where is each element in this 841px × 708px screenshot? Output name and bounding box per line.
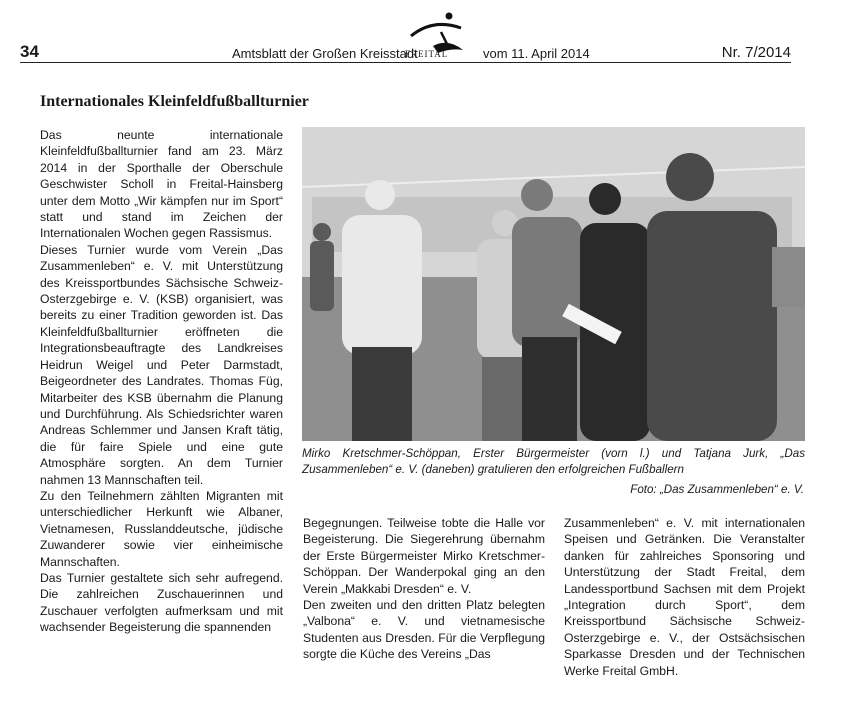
article-column-2	[303, 515, 545, 663]
photo-caption: Mirko Kretschmer-Schöppan, Erster Bürgermeister (vorn l.) und Tatjana Jurk, „Das Zusammenleben“ e. V. (daneben) gratulieren den erfolgreichen Fußballern	[302, 447, 805, 476]
paragraph: Den zweiten und den dritten Platz belegten „Valbona“ e. V. und vietnamesische Studenten aus Dresden. Für die Verpflegung sorgte die Küche des Vereins „Das	[303, 598, 545, 662]
paragraph: Zusammenleben“ e. V. mit internationalen Speisen und Getränken. Die Veranstalter danken für zahlreiches Sponsoring und Unterstützung der Stadt Freital, dem Landessportbund Sachsen mit dem Projekt „Integration durch Sport“, dem Kreissportbund Sächsische Schweiz-Osterzgebirge e. V., der Ostsächsischen Sparkasse Dresden und der Technischen Werke Freital GmbH.	[564, 516, 805, 678]
header-rule	[20, 62, 791, 63]
article-headline: Internationales Kleinfeldfußballturnier	[40, 93, 309, 110]
photo-credit: Foto: „Das Zusammenleben“ e. V.	[630, 483, 804, 496]
article-photo	[302, 127, 805, 441]
paragraph: Das neunte internationale Kleinfeldfußballturnier fand am 23. März 2014 in der Sporthalle der Oberschule Geschwister Scholl in Freital-Hainsberg unter dem Motto „Wir kämpfen nur im Sport“ statt und stand im Zeichen der Internationalen Wochen gegen Rassismus.	[40, 128, 283, 241]
paragraph: Begegnungen. Teilweise tobte die Halle vor Begeisterung. Die Siegerehrung übernahm der Erste Bürgermeister Mirko Kretschmer-Schöppan. Der Wanderpokal ging an den Verein „Makkabi Dresden“ e. V.	[303, 516, 545, 596]
article-column-1	[40, 127, 283, 636]
page-number: 34	[20, 42, 39, 61]
publication-title: Amtsblatt der Großen Kreisstadt	[232, 46, 418, 61]
article-column-3	[564, 515, 805, 679]
issue-date: vom 11. April 2014	[483, 46, 590, 61]
paragraph: Zu den Teilnehmern zählten Migranten mit unterschiedlicher Herkunft wie Albaner, Vietnamesen, Russlanddeutsche, jüdische Zuwanderer sowie vier einheimische Mannschaften.	[40, 488, 283, 569]
logo-text: FREITAL	[405, 49, 449, 59]
issue-number: Nr. 7/2014	[721, 44, 791, 61]
paragraph: Dieses Turnier wurde vom Verein „Das Zusammenleben“ e. V. mit Unterstützung des Kreissportbundes Sächsische Schweiz-Osterzgebirge e. V. (KSB) organisiert, was bereits zu einer Tradition geworden ist. Das Kleinfeldfußballturnier eröffneten die Integrationsbeauftragte des Landkreises Heidrun Weigel und Peter Darmstadt, Beigeordneter des Landrates. Thomas Füg, Mitarbeiter des KSB übernahm die Planung und Durchführung. Als Schiedsrichter waren Andreas Schlemmer und Jansen Kraft tätig, die für faire Spiele und eine gute Atmosphäre sorgten. An dem Turnier nahmen 13 Mannschaften teil.	[40, 242, 283, 487]
paragraph: Das Turnier gestaltete sich sehr aufregend. Die zahlreichen Zuschauerinnen und Zuschauer verfolgten aufmerksam und mit wachsender Begeisterung die spannenden	[40, 570, 283, 635]
